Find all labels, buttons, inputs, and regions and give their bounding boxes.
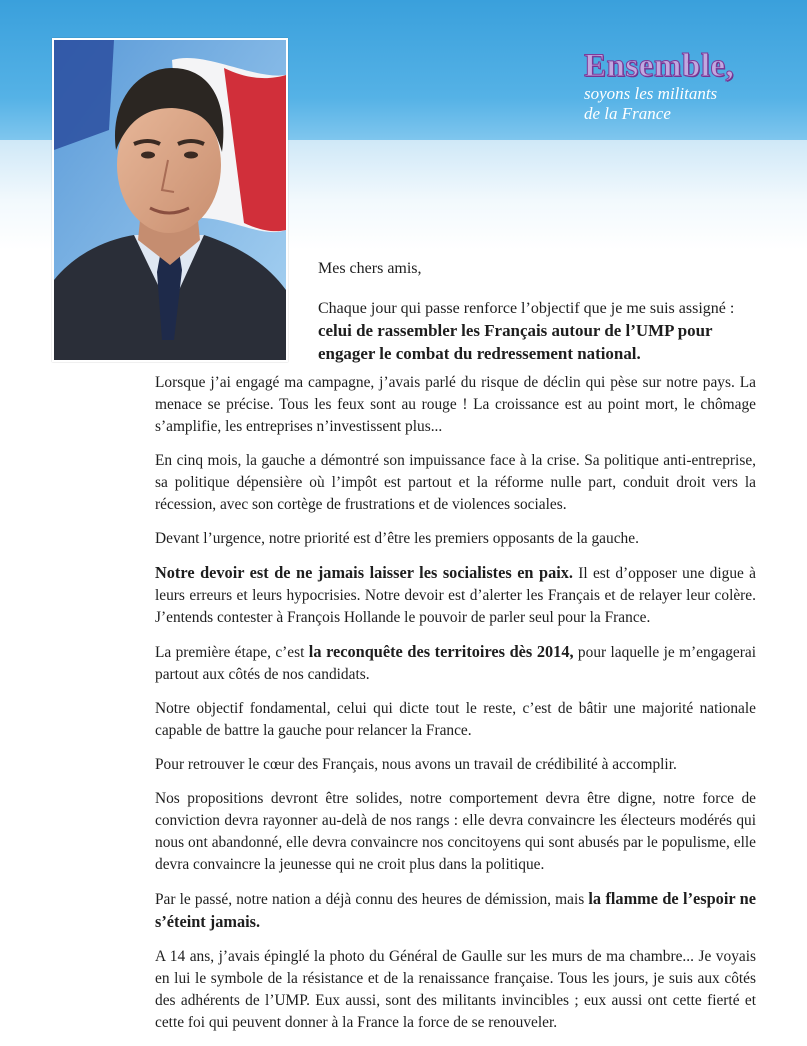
portrait-photo [52,38,288,362]
intro-text: Chaque jour qui passe renforce l’objectif que je me suis assigné : [318,300,735,317]
intro-bold-text: celui de rassembler les Français autour de l’UMP pour engager le combat du redressement national. [318,321,713,363]
paragraph-4-bold: Notre devoir est de ne jamais laisser les socialistes en paix. [155,563,574,582]
slogan [584,48,794,124]
letter-body [155,372,756,1046]
paragraph-9-bold: la flamme de l’espoir ne s’éteint jamais. [155,889,756,931]
slogan-title: Ensemble, [584,48,735,84]
paragraph-8: Nos propositions devront être solides, notre comportement devra être digne, notre force de conviction devra rayonner au-delà de nos rangs : elle devra convaincre les électeurs modérés qui nous ont abandonné, elle devra convaincre nos concitoyens qui sont abusés par le populisme, elle devra convaincre la jeunesse qui ne croit plus dans la politique. [155,790,756,873]
paragraph-9-start: Par le passé, notre nation a déjà connu des heures de démission, mais [155,891,589,908]
paragraph-5-start: La première étape, c’est [155,644,309,661]
greeting: Mes chers amis, [318,260,422,277]
slogan-line-2: de la France [584,104,671,123]
paragraph-5 [155,641,756,686]
paragraph-7: Pour retrouver le cœur des Français, nous avons un travail de crédibilité à accomplir. [155,756,677,773]
portrait-image [54,40,286,360]
paragraph-5-end: pour laquelle je m’engagerai partout aux côtés de nos candidats. [155,644,756,683]
paragraph-9 [155,888,756,934]
paragraph-4 [155,562,756,629]
paragraph-2: En cinq mois, la gauche a démontré son impuissance face à la crise. Sa politique anti-entreprise, sa politique dépensière où l’impôt est partout et la réforme nulle part, conduit droit vers la récession, avec son cortège de frustrations et de violences sociales. [155,452,756,513]
paragraph-3: Devant l’urgence, notre priorité est d’être les premiers opposants de la gauche. [155,530,639,547]
paragraph-4-text: Il est d’opposer une digue à leurs erreurs et leurs hypocrisies. Notre devoir est d’alerter les Français et de relayer leur colère. J’entends contester à François Hollande le pouvoir de parler seul pour la France. [155,565,756,626]
paragraph-6: Notre objectif fondamental, celui qui dicte tout le reste, c’est de bâtir une majorité nationale capable de battre la gauche pour relancer la France. [155,700,756,739]
paragraph-5-bold: la reconquête des territoires dès 2014, [308,642,574,661]
intro-paragraph [318,298,756,366]
paragraph-10: A 14 ans, j’avais épinglé la photo du Général de Gaulle sur les murs de ma chambre... Je voyais en lui le symbole de la résistance et de la renaissance française. Tous les jours, je suis aux côtés des adhérents de l’UMP. Eux aussi, sont des militants invincibles ; eux aussi ont cette fierté et cette foi qui peuvent donner à la France la force de se renouveler. [155,948,756,1031]
slogan-line-1: soyons les militants [584,84,718,103]
paragraph-1: Lorsque j’ai engagé ma campagne, j’avais parlé du risque de déclin qui pèse sur notre pays. La menace se précise. Tous les feux sont au rouge ! La croissance est au point mort, le chômage s’amplifie, les entreprises n’investissent plus... [155,374,756,435]
